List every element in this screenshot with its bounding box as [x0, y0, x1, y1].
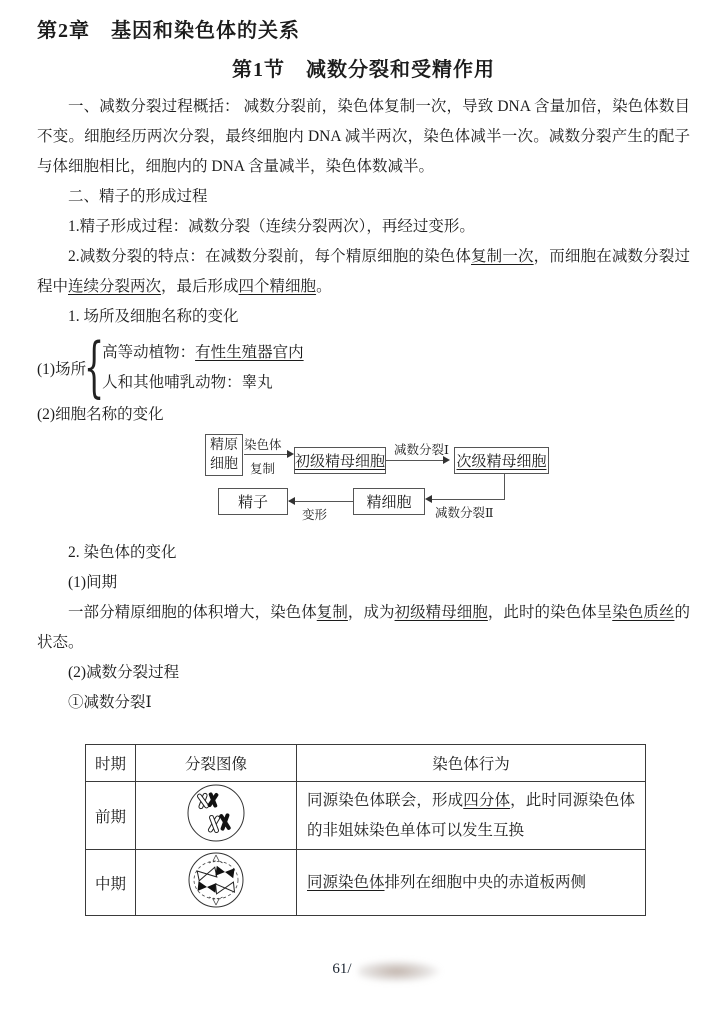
- place-section-heading: 1. 场所及细胞名称的变化: [68, 308, 239, 325]
- cell-names-heading: (2)细胞名称的变化: [37, 406, 164, 423]
- prophase-cell-drawing: [186, 783, 246, 843]
- diagram-box-sperm-label: 精子: [237, 495, 268, 511]
- place-line-plants: 高等动植物：有性生殖器官内: [102, 344, 304, 361]
- place-bracket-block: [37, 330, 690, 406]
- diagram-box-primary-label: 初级精母细胞: [295, 454, 386, 470]
- diagram-arrow1-label-top: 染色体: [244, 438, 282, 452]
- sperm-process-line: 1.精子形成过程：减数分裂（连续分裂两次），再经过变形。: [68, 218, 475, 235]
- diagram-box-spermatogonium-line1: 精原: [210, 438, 238, 453]
- metaphase-period-cell: 中期: [86, 850, 136, 916]
- diagram-box-primary-spermatocyte: [294, 447, 386, 474]
- interphase-heading: (1)间期: [68, 574, 118, 591]
- diagram-arrow4-label: 变形: [302, 508, 328, 522]
- section-title: 第1节 减数分裂和受精作用: [232, 59, 495, 81]
- chromosome-section-heading: 2. 染色体的变化: [68, 544, 177, 561]
- place-lines: [102, 338, 304, 398]
- table-header-period: 时期: [86, 745, 136, 782]
- sperm-formation-flow-diagram: [37, 432, 690, 532]
- prophase-behavior-cell: 同源染色体联会，形成四分体，此时同源染色体的非姐妹染色单体可以发生互换: [297, 782, 646, 850]
- diagram-box-spermatogonium: [205, 434, 243, 476]
- diagram-arrow4-head: [288, 497, 295, 505]
- meiosis-process-heading: (2)减数分裂过程: [68, 664, 180, 681]
- meiosis1-phase-table: [85, 744, 646, 916]
- interphase-paragraph: 一部分精原细胞的体积增大，染色体复制，成为初级精母细胞，此时的染色体呈染色质丝的状态。: [37, 604, 690, 651]
- diagram-arrow2-label: 减数分裂Ⅰ: [394, 443, 449, 457]
- metaphase-cell-drawing: [187, 851, 245, 909]
- diagram-arrow2-line: [386, 460, 448, 461]
- prophase-cell-image: [136, 782, 297, 850]
- diagram-box-spermatogonium-line2: 细胞: [210, 457, 238, 472]
- metaphase-behavior-cell: 同源染色体排列在细胞中央的赤道板两侧: [297, 850, 646, 916]
- place-line-mammals: 人和其他哺乳动物：睾丸: [102, 374, 273, 391]
- table-header-image: 分裂图像: [136, 745, 297, 782]
- table-header-row: [86, 745, 646, 782]
- diagram-box-sperm: [218, 488, 288, 515]
- sperm-formation-heading: 二、精子的形成过程: [68, 188, 208, 205]
- diagram-arrow4-line: [289, 501, 353, 502]
- table-row-metaphase: [86, 850, 646, 916]
- diagram-arrow1-head: [287, 450, 294, 458]
- diagram-box-spermatid-label: 精细胞: [366, 495, 412, 511]
- diagram-arrow2-head: [443, 456, 450, 464]
- table-row-prophase: [86, 782, 646, 850]
- diagram-arrow3-head: [425, 495, 432, 503]
- page-number: 61/: [332, 961, 352, 977]
- prophase-period-cell: 前期: [86, 782, 136, 850]
- diagram-box-spermatid: [353, 488, 425, 515]
- diagram-box-secondary-label: 次级精母细胞: [456, 454, 547, 470]
- page-footer: [0, 960, 728, 978]
- diagram-arrow3-vline: [504, 474, 505, 499]
- diagram-arrow1-label-bottom: 复制: [250, 462, 276, 476]
- diagram-arrow3-label: 减数分裂Ⅱ: [435, 506, 494, 520]
- diagram-box-secondary-spermatocyte: [454, 447, 549, 474]
- place-label: (1)场所: [37, 361, 87, 378]
- left-brace-glyph: {: [83, 330, 105, 406]
- overview-paragraph: 一、减数分裂过程概括： 减数分裂前，染色体复制一次，导致 DNA 含量加倍，染色体数目不变。细胞经历两次分裂，最终细胞内 DNA 减半两次，染色体减半一次。减数分裂产生的配子与体细胞相比，细胞内的 DNA 含量减半，染色体数减半。: [37, 98, 690, 175]
- meiosis1-heading: ①减数分裂Ⅰ: [68, 694, 152, 711]
- chapter-title: 第2章 基因和染色体的关系: [37, 20, 300, 42]
- metaphase-cell-image: [136, 850, 297, 916]
- meiosis-feature-paragraph: 2.减数分裂的特点：在减数分裂前，每个精原细胞的染色体复制一次，而细胞在减数分裂过程中连续分裂两次，最后形成四个精细胞。: [37, 248, 690, 295]
- diagram-arrow3-hline: [431, 499, 505, 500]
- diagram-arrow1-line: [244, 454, 292, 455]
- table-header-behavior: 染色体行为: [297, 745, 646, 782]
